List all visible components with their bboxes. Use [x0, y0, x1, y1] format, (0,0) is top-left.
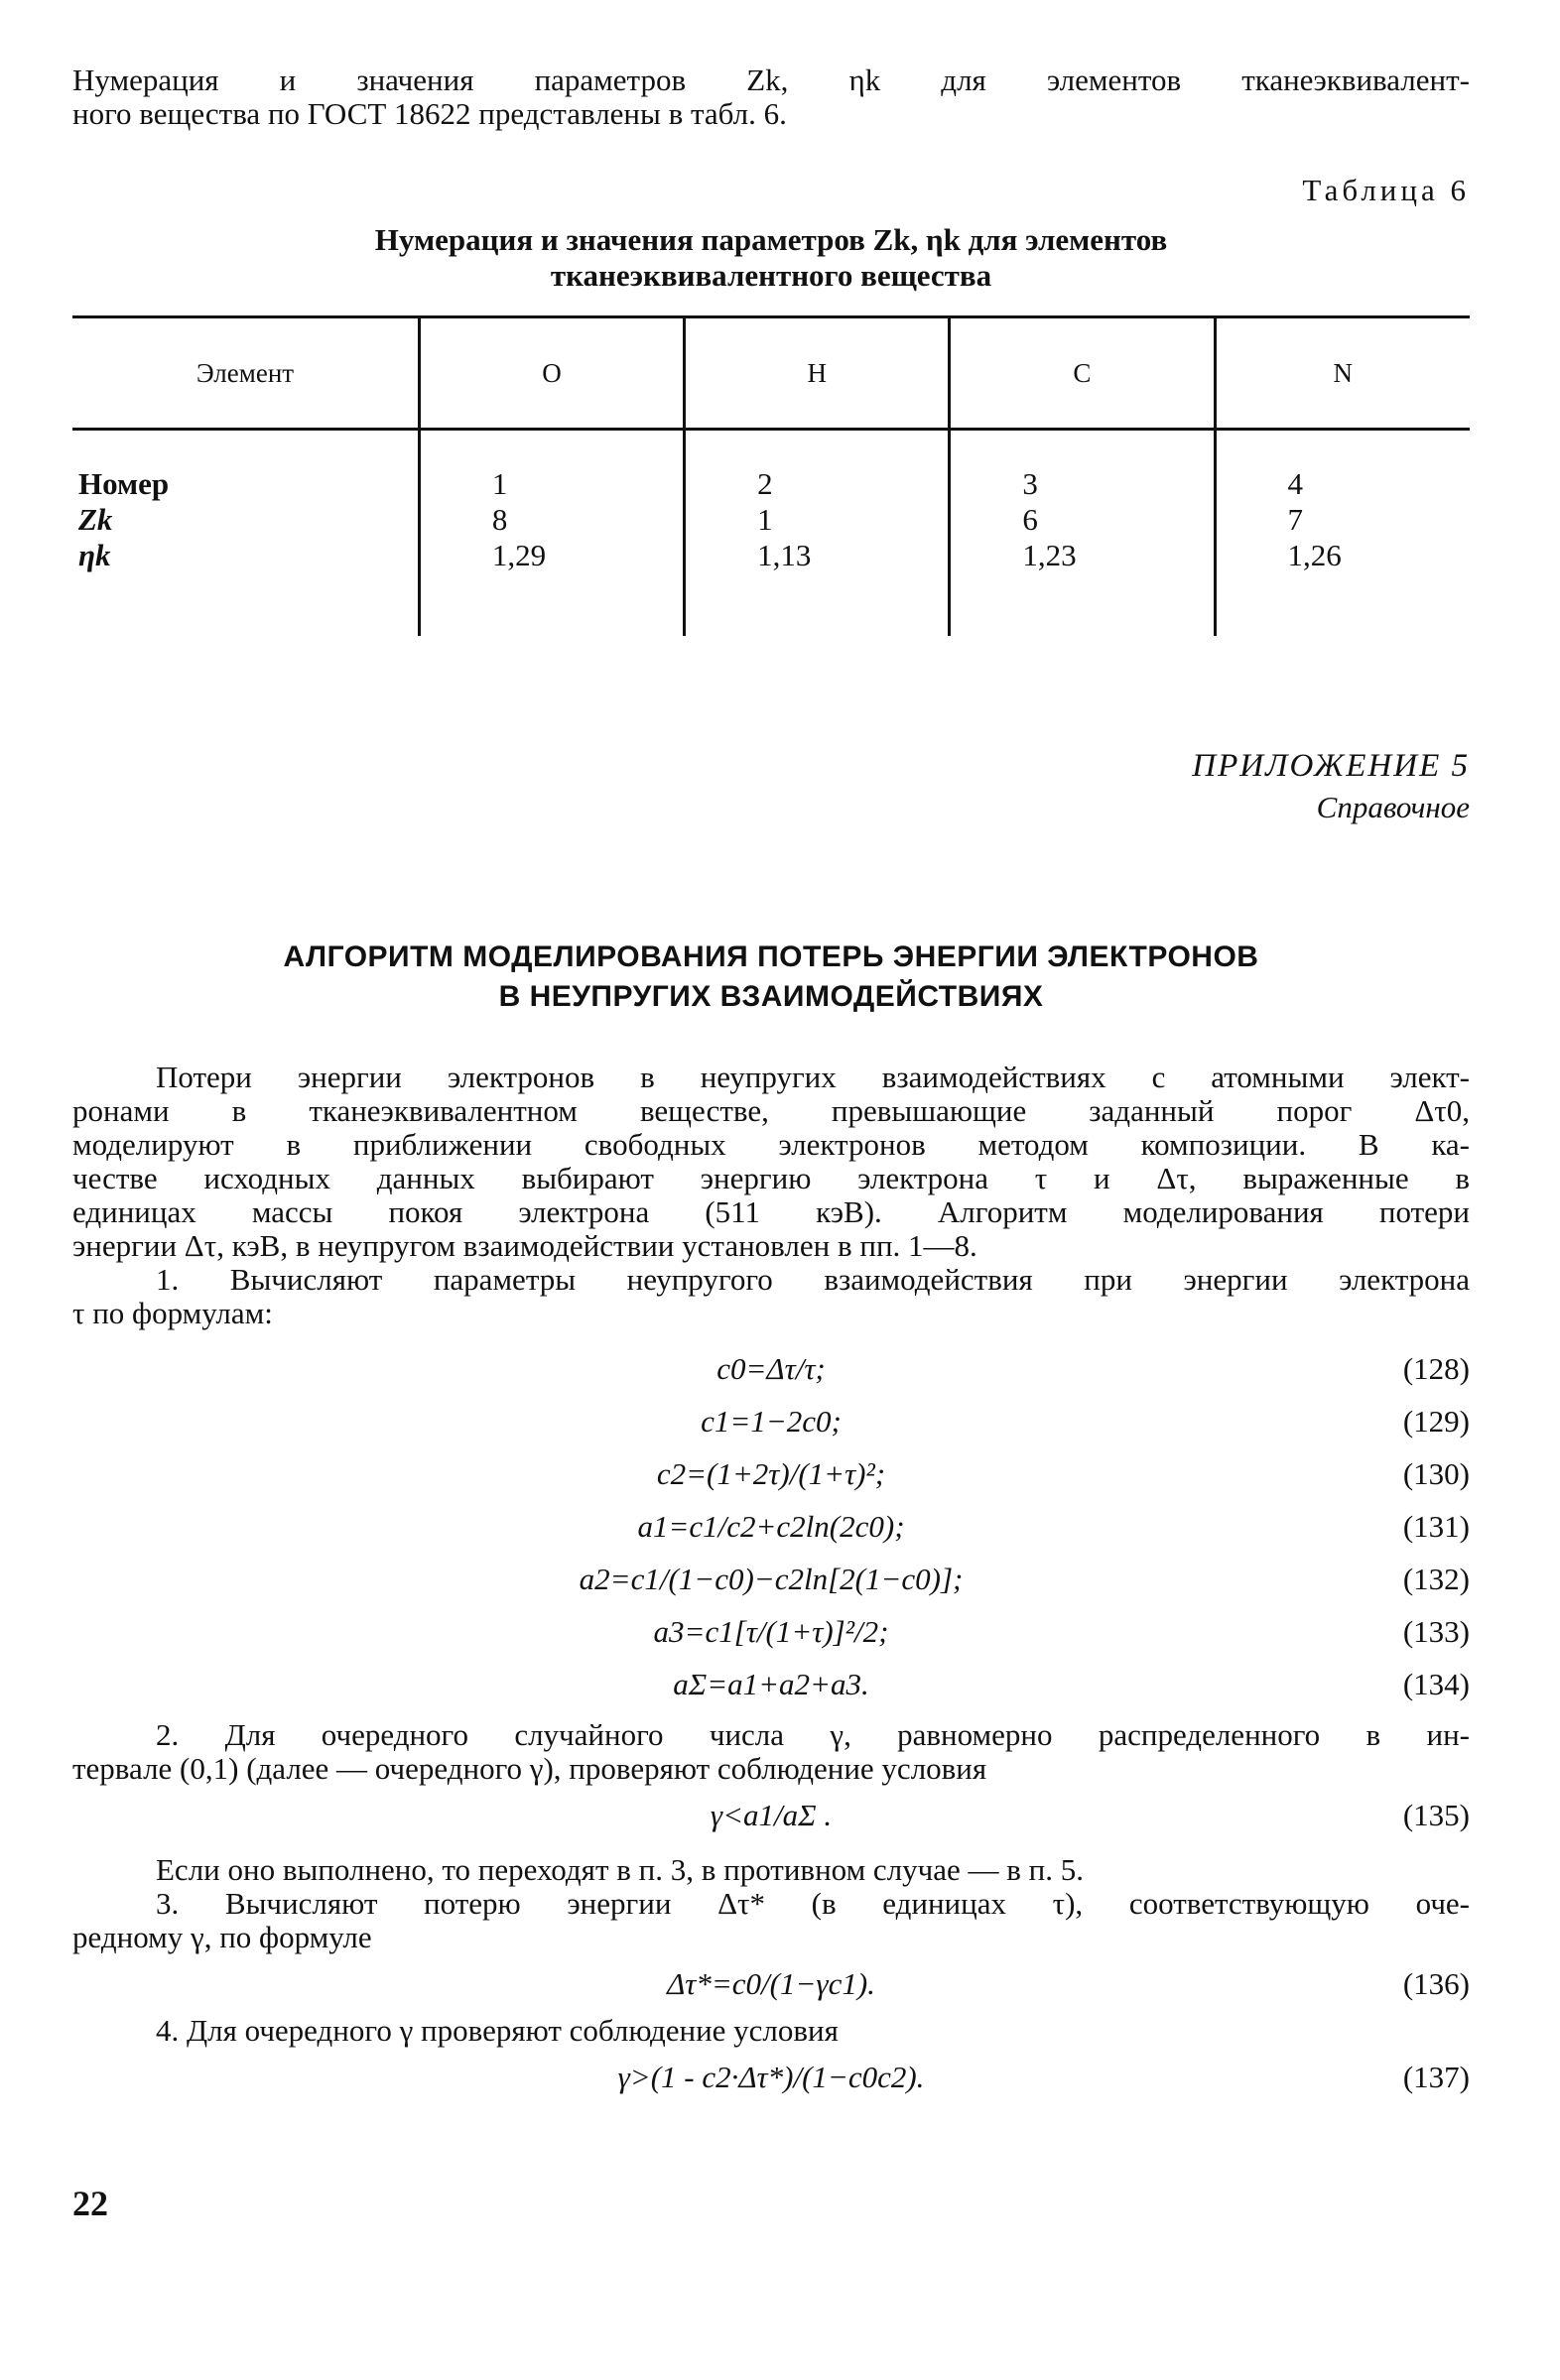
cell-n-number: 4	[1287, 466, 1304, 501]
step-3-line-1: 3. Вычисляют потерю энергии Δτ* (в единицах τ), соответствующую оче-	[156, 1886, 1470, 1921]
formula-134-expr: aΣ=a1+a2+a3.	[673, 1667, 869, 1701]
formula-135	[72, 1786, 1470, 1845]
page	[72, 63, 1470, 2107]
formula-137	[72, 2048, 1470, 2107]
formula-133-expr: a3=c1[τ/(1+τ)]²/2;	[653, 1614, 889, 1649]
cell-c	[950, 430, 1215, 637]
row-label-eta: ηk	[78, 538, 111, 572]
paragraph-line: честве исходных данных выбирают энергию электрона τ и Δτ, выраженные в	[72, 1161, 1470, 1195]
formula-129-expr: c1=1−2c0;	[701, 1404, 842, 1439]
col-header-o: O	[419, 317, 684, 430]
step-3	[72, 1887, 1470, 1954]
step-2-line-1: 2. Для очередного случайного числа γ, равномерно распределенного в ин-	[156, 1717, 1470, 1752]
paragraph-line: Потери энергии электронов в неупругих взаимодействиях с атомными элект-	[156, 1060, 1470, 1094]
table-6	[72, 315, 1470, 636]
col-header-h: H	[685, 317, 950, 430]
cell-n	[1215, 430, 1470, 637]
formula-135-expr: γ<a1/aΣ .	[710, 1798, 833, 1832]
row-label-number: Номер	[78, 466, 170, 501]
cell-o-number: 1	[491, 466, 508, 501]
cell-o	[419, 430, 684, 637]
section-heading-line-2: В НЕУПРУГИХ ВЗАИМОДЕЙСТВИЯХ	[498, 980, 1044, 1013]
formula-137-expr: γ>(1 - c2·Δτ*)/(1−c0c2).	[617, 2060, 925, 2094]
intro-line-1: Нумерация и значения параметров Zk, ηk для элементов тканеэквивалент-	[72, 63, 1470, 97]
col-header-c: C	[950, 317, 1215, 430]
cell-n-eta: 1,26	[1287, 538, 1342, 572]
step-1-line-1: 1. Вычисляют параметры неупругого взаимодействия при энергии электрона	[156, 1262, 1470, 1297]
formula-132-expr: a2=c1/(1−c0)−c2ln[2(1−c0)];	[579, 1562, 964, 1596]
formula-131	[72, 1500, 1470, 1553]
formula-136-expr: Δτ*=c0/(1−γc1).	[667, 1966, 875, 2001]
paragraph-line: моделируют в приближении свободных электронов методом композиции. В ка-	[72, 1127, 1470, 1162]
formula-block	[72, 1342, 1470, 1710]
formula-133-number: (133)	[1402, 1614, 1470, 1649]
cell-o-eta: 1,29	[491, 538, 547, 572]
col-header-n: N	[1215, 317, 1470, 430]
formula-130-expr: c2=(1+2τ)/(1+τ)²;	[656, 1456, 886, 1491]
table-row	[72, 430, 1470, 637]
formula-132	[72, 1553, 1470, 1605]
cell-n-z: 7	[1287, 502, 1304, 537]
table-title	[72, 222, 1470, 294]
table-title-line-2: тканеэквивалентного вещества	[550, 258, 992, 293]
paragraph-intro	[72, 1061, 1470, 1263]
formula-129	[72, 1395, 1470, 1447]
formula-130	[72, 1447, 1470, 1500]
intro-line-2: ного вещества по ГОСТ 18622 представлены в табл. 6.	[72, 96, 787, 131]
step-4: 4. Для очередного γ проверяют соблюдение условия	[156, 2013, 839, 2048]
formula-129-number: (129)	[1402, 1404, 1470, 1439]
cell-h-number: 2	[757, 466, 773, 501]
appendix-subtitle: Справочное	[1316, 790, 1470, 824]
col-header-element: Элемент	[72, 317, 419, 430]
formula-130-number: (130)	[1402, 1456, 1470, 1491]
cell-c-z: 6	[1022, 502, 1038, 537]
appendix-title: ПРИЛОЖЕНИЕ 5	[1192, 748, 1470, 784]
page-number: 22	[72, 2184, 108, 2223]
cell-c-number: 3	[1022, 466, 1038, 501]
paragraph-line: энергии Δτ, кэВ, в неупругом взаимодействии установлен в пп. 1—8.	[72, 1228, 977, 1263]
step-2	[72, 1718, 1470, 1786]
row-labels-cell	[72, 430, 419, 637]
step-1	[72, 1263, 1470, 1330]
table-label: Таблица 6	[1302, 173, 1470, 207]
formula-128-expr: c0=Δτ/τ;	[716, 1351, 826, 1386]
step-3-line-2: редному γ, по формуле	[72, 1920, 372, 1954]
cell-o-z: 8	[491, 502, 508, 537]
cell-c-eta: 1,23	[1022, 538, 1077, 572]
formula-135-number: (135)	[1402, 1798, 1470, 1832]
formula-131-number: (131)	[1402, 1509, 1470, 1544]
step-1-line-2: τ по формулам:	[72, 1296, 273, 1330]
paragraph-line: единицах массы покоя электрона (511 кэВ). Алгоритм моделирования потери	[72, 1194, 1470, 1229]
formula-134	[72, 1658, 1470, 1710]
step-2-line-2: тервале (0,1) (далее — очередного γ), проверяют соблюдение условия	[72, 1751, 987, 1786]
formula-132-number: (132)	[1402, 1562, 1470, 1596]
formula-133	[72, 1605, 1470, 1658]
formula-128-number: (128)	[1402, 1351, 1470, 1386]
formula-134-number: (134)	[1402, 1667, 1470, 1701]
table-title-line-1: Нумерация и значения параметров Zk, ηk для элементов	[374, 222, 1168, 257]
appendix-label	[72, 745, 1470, 828]
formula-136-number: (136)	[1402, 1966, 1470, 2001]
section-heading-line-1: АЛГОРИТМ МОДЕЛИРОВАНИЯ ПОТЕРЬ ЭНЕРГИИ ЭЛЕКТРОНОВ	[283, 940, 1259, 973]
formula-137-number: (137)	[1402, 2060, 1470, 2094]
formula-131-expr: a1=c1/c2+c2ln(2c0);	[637, 1509, 905, 1544]
row-label-z: Zk	[78, 502, 113, 537]
cell-h-eta: 1,13	[757, 538, 812, 572]
section-heading	[72, 938, 1470, 1017]
cell-h	[685, 430, 950, 637]
step-2-conclusion: Если оно выполнено, то переходят в п. 3, в противном случае — в п. 5.	[156, 1852, 1084, 1887]
cell-h-z: 1	[757, 502, 773, 537]
formula-136	[72, 1954, 1470, 2014]
formula-128	[72, 1342, 1470, 1395]
paragraph-line: ронами в тканеэквивалентном веществе, превышающие заданный порог Δτ0,	[72, 1093, 1470, 1128]
